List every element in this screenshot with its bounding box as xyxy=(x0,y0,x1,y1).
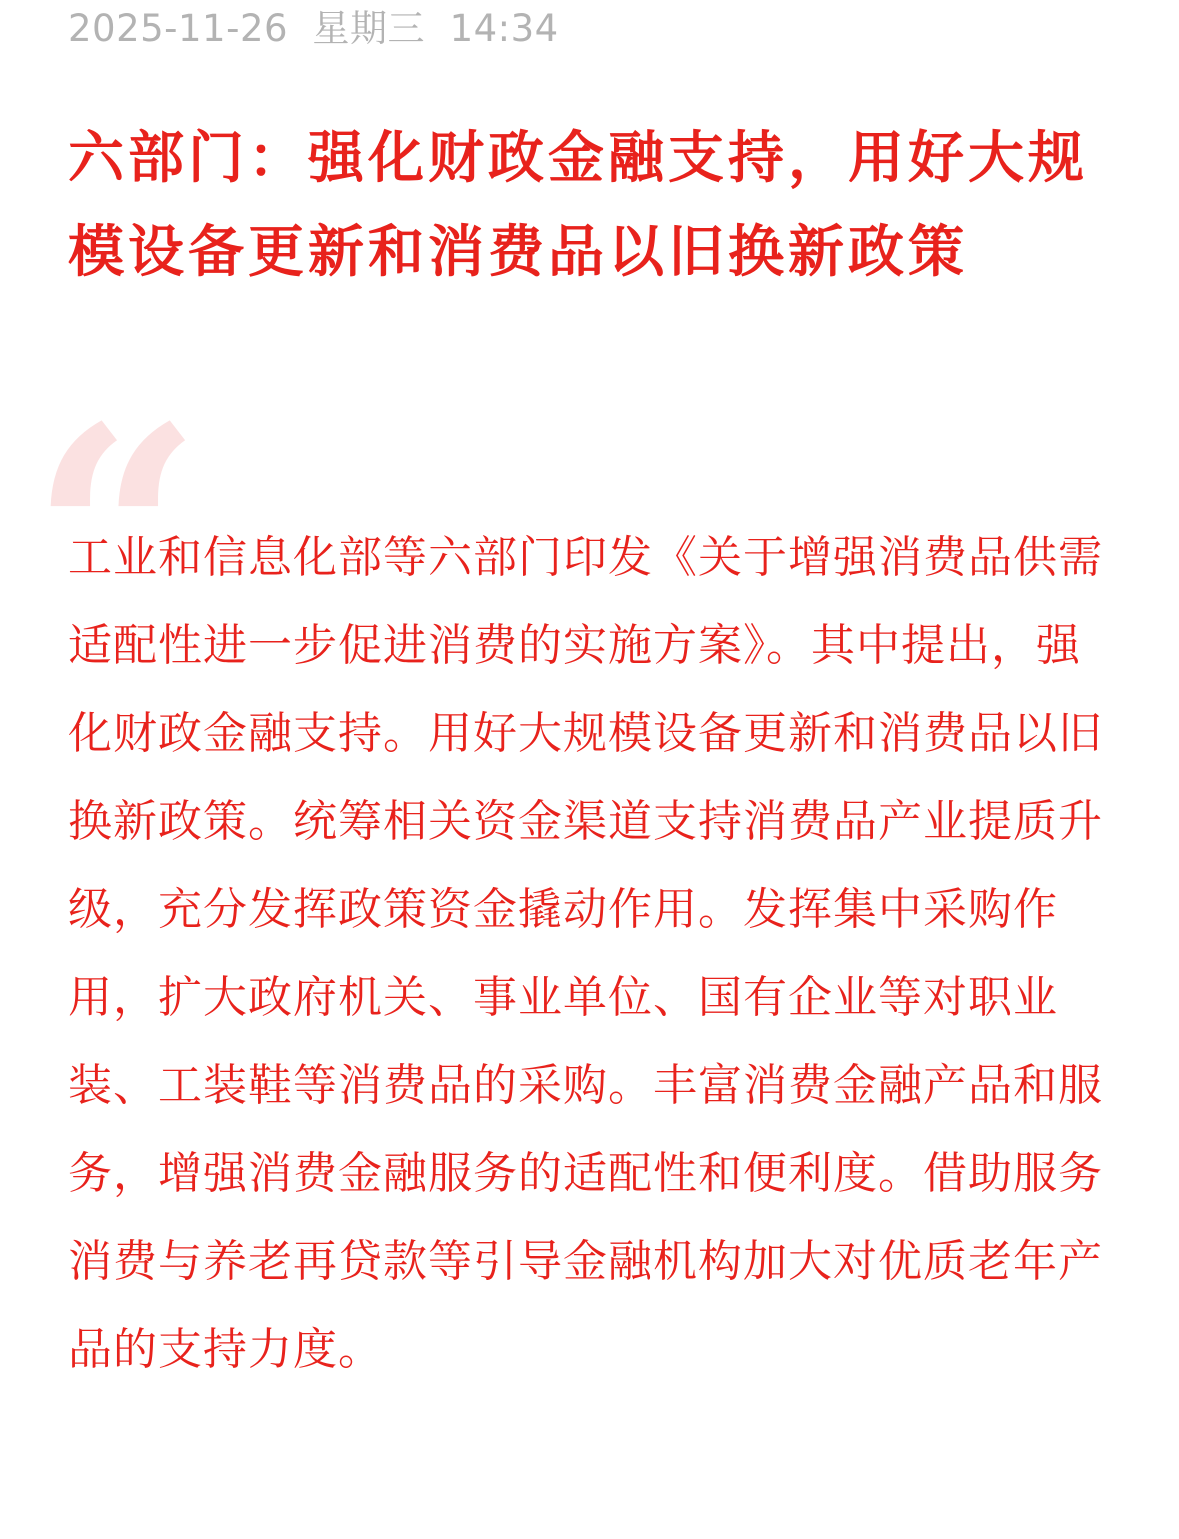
post-timestamp: 2025-11-26 星期三 14:34 xyxy=(68,7,559,50)
article-body: 工业和信息化部等六部门印发《关于增强消费品供需适配性进一步促进消费的实施方案》。其中提出，强化财政金融支持。用好大规模设备更新和消费品以旧换新政策。统筹相关资金渠道支持消费品产业提质升级，充分发挥政策资金撬动作用。发挥集中采购作用，扩大政府机关、事业单位、国有企业等对职业装、工装鞋等消费品的采购。丰富消费金融产品和服务，增强消费金融服务的适配性和便利度。借助服务消费与养老再贷款等引导金融机构加大对优质老年产品的支持力度。 xyxy=(68,532,1103,1375)
article-headline: 六部门：强化财政金融支持，用好大规模设备更新和消费品以旧换新政策 xyxy=(68,126,1088,285)
quote-mark-icon: “ xyxy=(30,361,203,714)
